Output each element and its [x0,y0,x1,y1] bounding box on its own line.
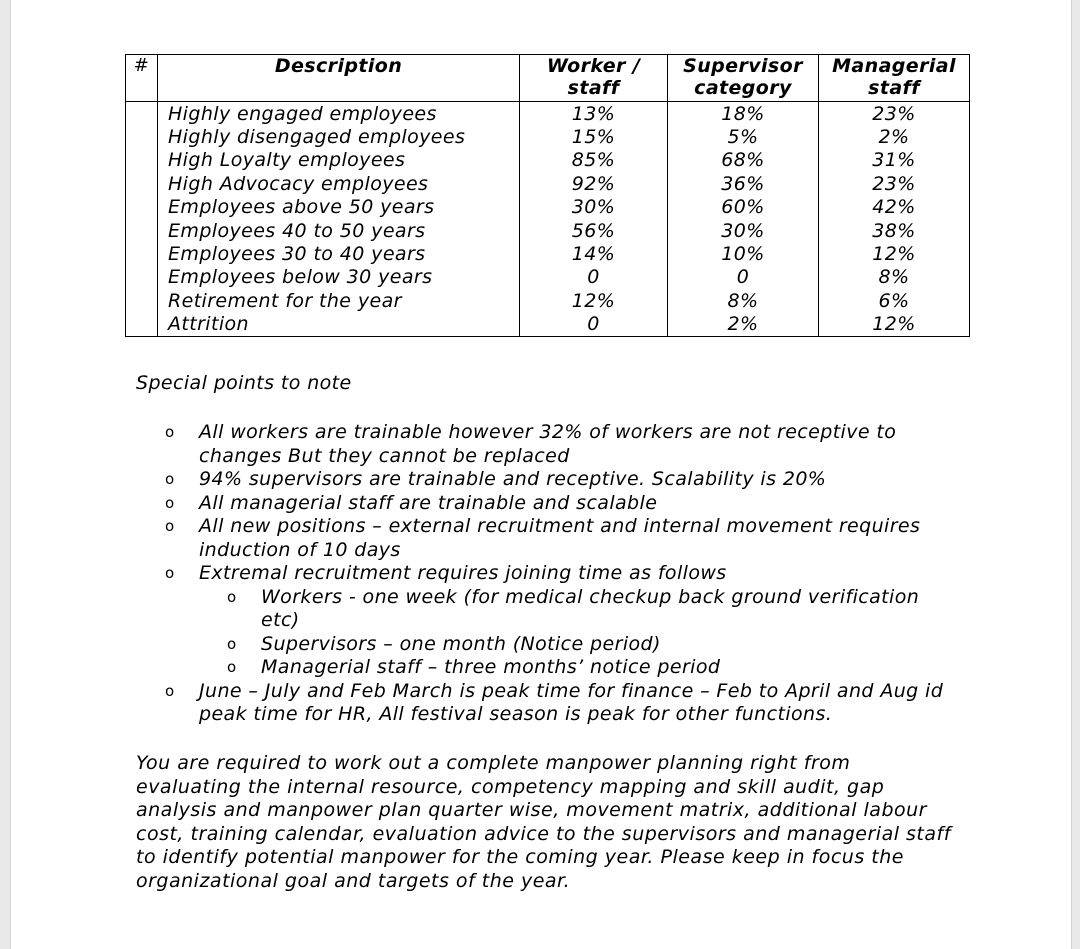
table-row [126,313,970,337]
table-row [126,242,970,265]
bullet-circle-icon: o [165,681,175,700]
cell-description: Employees above 50 years [158,196,520,219]
list-item: o All workers are trainable however 32% of workers are not receptive to changes But they cannot be replaced [165,421,897,467]
special-points-heading: Special points to note [136,372,352,394]
cell-worker-staff: 12% [520,289,668,312]
table-row [126,196,970,219]
cell-managerial-staff: 2% [819,125,970,148]
sub-list-item: o Managerial staff – three months’ notice period [227,656,721,678]
joining-time-sub-list [161,586,951,680]
cell-managerial-staff: 12% [819,242,970,265]
special-points-list [161,421,951,727]
cell-description: Highly disengaged employees [158,125,520,148]
cell-supervisor-category: 36% [668,172,819,195]
bullet-circle-icon: o [227,587,237,606]
list-item: o June – July and Feb March is peak time for finance – Feb to April and Aug id peak time for HR, All festival season is peak for other functions. [165,679,944,725]
bullet-circle-icon: o [165,470,175,488]
cell-description: High Advocacy employees [158,172,520,195]
cell-description: High Loyalty employees [158,149,520,172]
cell-number [126,266,158,289]
cell-number [126,102,158,126]
cell-number [126,172,158,195]
cell-supervisor-category: 18% [668,102,819,126]
cell-managerial-staff: 12% [819,313,970,337]
cell-worker-staff: 56% [520,219,668,242]
bullet-circle-icon: o [165,564,175,582]
bullet-circle-icon: o [227,634,237,653]
table-row [126,289,970,312]
cell-worker-staff: 30% [520,196,668,219]
cell-supervisor-category: 68% [668,149,819,172]
cell-number [126,196,158,219]
header-description: Description [158,55,520,102]
bullet-circle-icon: o [227,658,237,676]
list-item: o Extremal recruitment requires joining time as follows [165,562,727,584]
cell-worker-staff: 14% [520,242,668,265]
header-number: # [126,55,158,102]
list-item: o All new positions – external recruitment and internal movement requires induction of 10 days [165,515,921,561]
cell-supervisor-category: 5% [668,125,819,148]
list-item: o 94% supervisors are trainable and receptive. Scalability is 20% [165,468,827,490]
cell-managerial-staff: 38% [819,219,970,242]
header-managerial-staff: Managerial staff [819,55,970,102]
cell-number [126,289,158,312]
cell-description: Employees 30 to 40 years [158,242,520,265]
cell-number [126,125,158,148]
cell-worker-staff: 13% [520,102,668,126]
cell-supervisor-category: 30% [668,219,819,242]
cell-description: Highly engaged employees [158,102,520,126]
table-row [126,266,970,289]
bullet-circle-icon: o [165,517,175,535]
table-row [126,149,970,172]
table-row [126,125,970,148]
cell-worker-staff: 0 [520,266,668,289]
cell-description: Attrition [158,313,520,337]
table-header-row [126,55,970,102]
cell-managerial-staff: 23% [819,172,970,195]
sub-list-item: o Workers - one week (for medical checkup back ground verification etc) [227,585,920,631]
cell-supervisor-category: 8% [668,289,819,312]
header-supervisor-category: Supervisor category [668,55,819,102]
table-row [126,102,970,126]
table-row [126,172,970,195]
cell-number [126,219,158,242]
list-item: o All managerial staff are trainable and scalable [165,491,658,514]
bullet-circle-icon: o [165,493,175,512]
cell-supervisor-category: 10% [668,242,819,265]
employee-metrics-table [125,54,970,337]
cell-managerial-staff: 31% [819,149,970,172]
cell-managerial-staff: 8% [819,266,970,289]
cell-supervisor-category: 2% [668,313,819,337]
sub-list-item: o Supervisors – one month (Notice period) [227,632,661,655]
cell-number [126,313,158,337]
cell-managerial-staff: 42% [819,196,970,219]
cell-supervisor-category: 0 [668,266,819,289]
cell-managerial-staff: 6% [819,289,970,312]
table-row [126,219,970,242]
cell-supervisor-category: 60% [668,196,819,219]
assignment-instructions: You are required to work out a complete manpower planning right from evaluating the internal resource, competency mapping and skill audit, gap analysis and manpower plan quarter wise, movement matrix, additional labour cost, training calendar, evaluation advice to the supervisors and managerial staff to identify potential manpower for the coming year. Please keep in focus the organizational goal and targets of the year. [136,752,951,892]
cell-description: Employees 40 to 50 years [158,219,520,242]
sub-list-container [161,586,951,680]
document-page [10,0,1072,949]
cell-managerial-staff: 23% [819,102,970,126]
cell-number [126,149,158,172]
cell-worker-staff: 85% [520,149,668,172]
header-worker-staff: Worker / staff [520,55,668,102]
cell-description: Retirement for the year [158,289,520,312]
cell-worker-staff: 0 [520,313,668,337]
cell-worker-staff: 92% [520,172,668,195]
cell-description: Employees below 30 years [158,266,520,289]
cell-worker-staff: 15% [520,125,668,148]
cell-number [126,242,158,265]
bullet-circle-icon: o [165,423,175,441]
